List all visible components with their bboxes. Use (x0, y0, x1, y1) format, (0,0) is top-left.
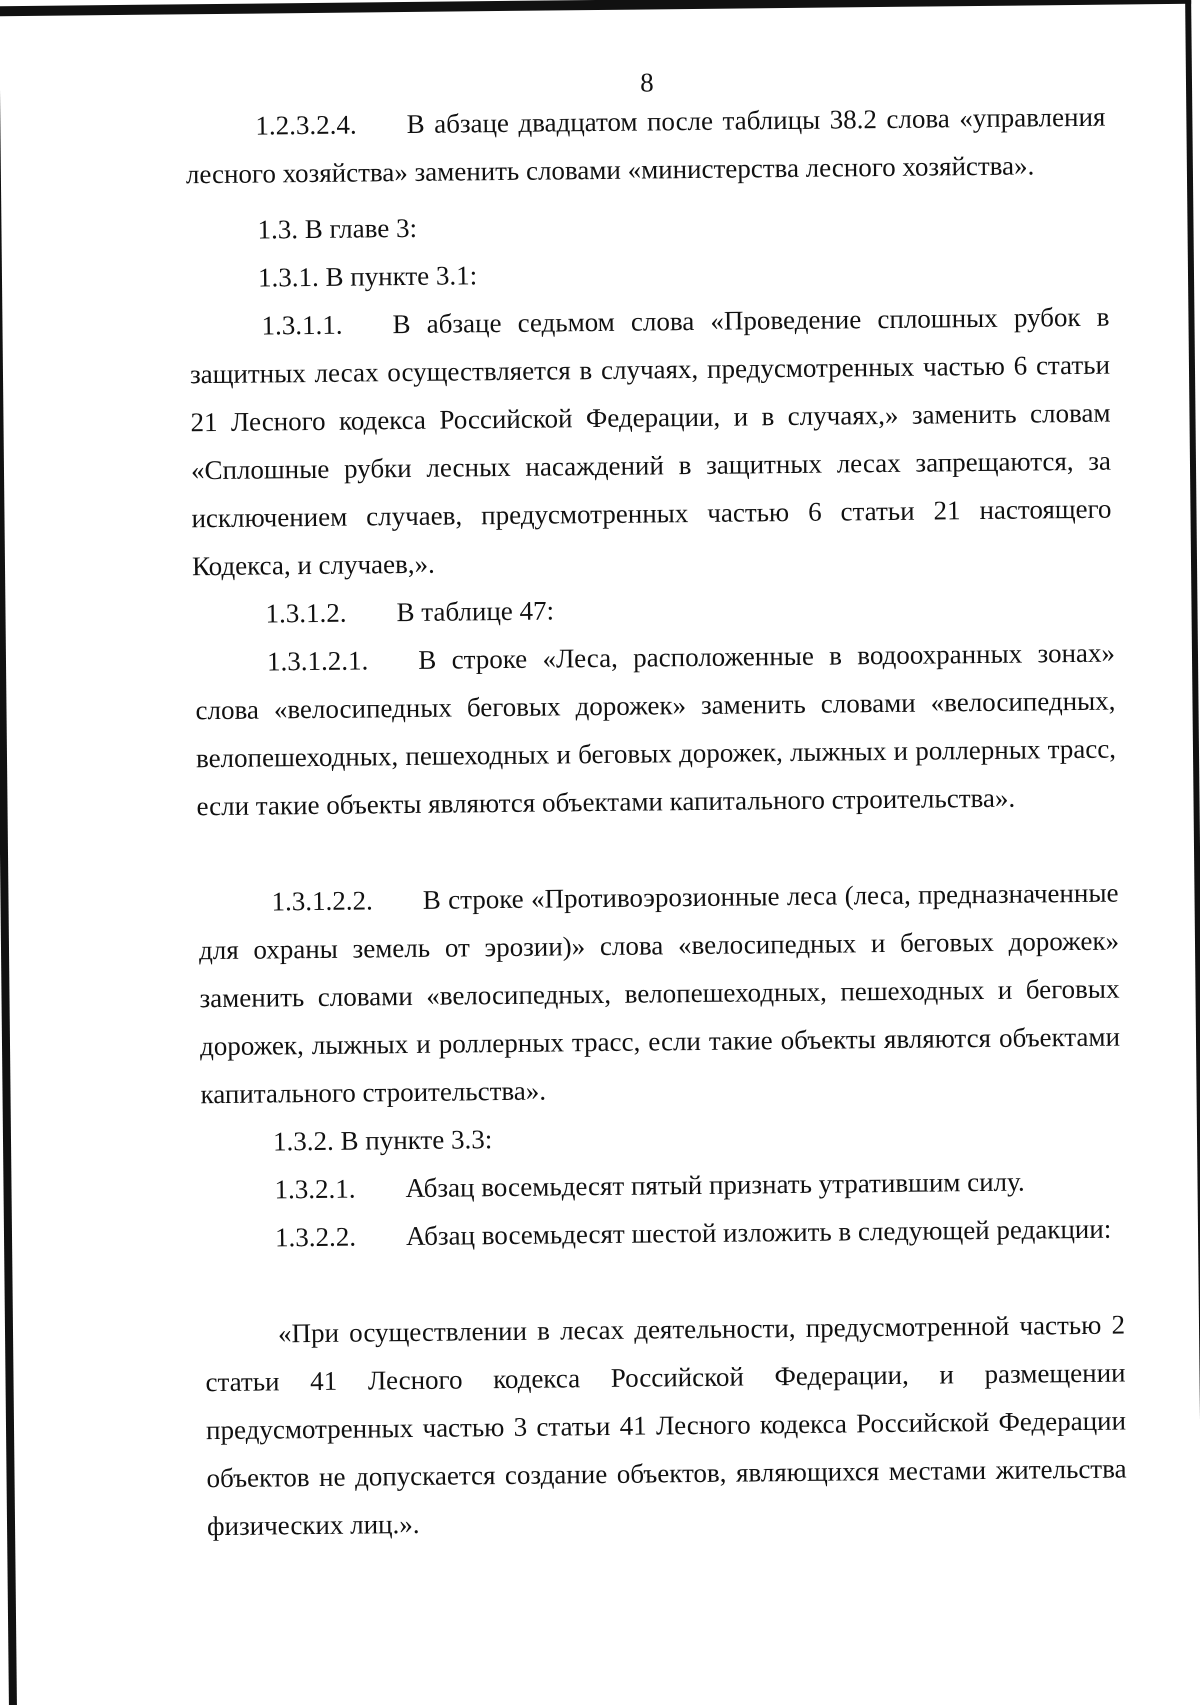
paragraph (258, 245, 1098, 302)
scan-edge-top (0, 0, 1191, 16)
paragraph-text: 1.3.2. В пункте 3.3: (272, 1124, 493, 1157)
paragraph-text: 1.3.1. В пункте 3.1: (257, 260, 478, 293)
paragraph-number: 1.3.1.2.2. (271, 885, 373, 917)
paragraph-text: В строке «Леса, расположенные в водоохранных зонах» слова «велосипедных беговых дорожек» заменить словами «велосипедных, велопешеходных, пешеходных и беговых дорожек, лыжных и роллерных трасс, если такие объекты являются объектами капитального строительства». (195, 637, 1117, 822)
paragraph-text: В абзаце седьмом слова «Проведение сплошных рубок в защитных лесах осуществляется в случаях, предусмотренных частью 6 статьи 21 Лесного кодекса Российской Федерации, и в случаях,» заменить словам «Сплошные рубки лесных насаждений в защитных лесах запрещаются, за исключением случаев, предусмотренных частью 6 статьи 21 настоящего Кодекса, и случаев,». (189, 301, 1112, 582)
paragraph (198, 869, 1120, 1119)
paragraph (189, 293, 1112, 591)
paragraph-text: В строке «Противоэрозионные леса (леса, предназначенные для охраны земель от эрозии)» слова «велосипедных и беговых дорожек» заменить словами «велосипедных, велопешеходных, пешеходных и беговых дорожек, лыжных и роллерных трасс, если такие объекты являются объектами капитального строительства». (198, 877, 1121, 1110)
paragraph (202, 1205, 1122, 1263)
paragraph-text: «При осуществлении в лесах деятельности, предусмотренной частью 2 статьи 41 Лесного кодекса Российской Федерации, и размещении предусмотренных частью 3 статьи 41 Лесного кодекса Российской Федерации объектов не допускается создание объектов, являющихся местами жительства физических лиц.». (205, 1309, 1127, 1542)
paragraph (257, 197, 1097, 254)
paragraph-text: В таблице 47: (396, 595, 555, 628)
paragraph-text: Абзац восемьдесят шестой изложить в следующей редакции: (405, 1213, 1112, 1252)
page-number: 8 (640, 67, 654, 98)
paragraph-text: 1.3. В главе 3: (257, 212, 418, 245)
paragraph (185, 93, 1106, 199)
paragraph (205, 1301, 1127, 1551)
scan-edge-right (1185, 0, 1200, 1693)
paragraph-number: 1.3.1.2. (265, 597, 347, 629)
paragraph-number: 1.3.2.2. (274, 1221, 357, 1253)
paragraph-text: Абзац восемьдесят пятый признать утратившим силу. (405, 1166, 1025, 1204)
paragraph-number: 1.3.1.2.1. (266, 645, 369, 677)
paragraph-number: 1.3.1.1. (261, 309, 343, 341)
scan-edge-left (0, 6, 17, 1705)
paragraph (195, 629, 1117, 831)
paragraph-number: 1.3.2.1. (274, 1173, 356, 1205)
paragraph (273, 1109, 1113, 1166)
paragraph-number: 1.2.3.2.4. (255, 109, 357, 141)
paragraph-text: В абзаце двадцатом после таблицы 38.2 слова «управления лесного хозяйства» заменить словами «министерства лесного хозяйства». (185, 101, 1106, 190)
